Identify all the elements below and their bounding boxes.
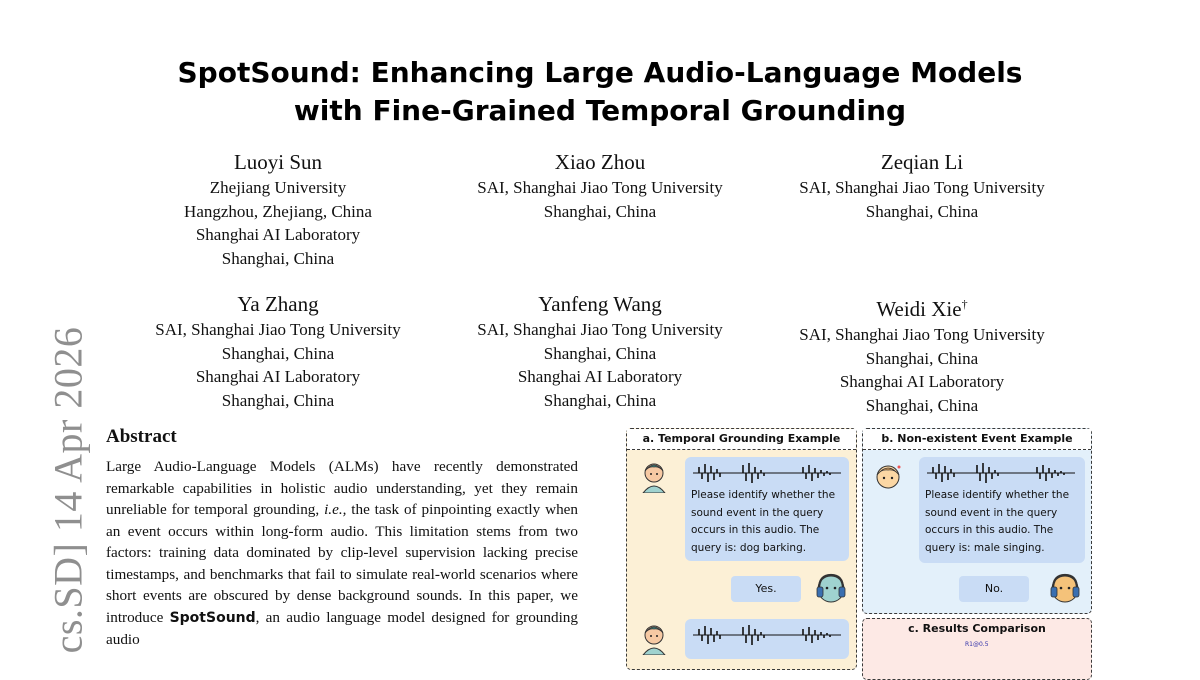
query-bubble bbox=[919, 457, 1085, 563]
panel-results-comparison bbox=[862, 618, 1092, 680]
query-text: Please identify whether the sound event in the query occurs in this audio. The query is: dog barking. bbox=[691, 489, 836, 554]
author-affiliation: Shanghai AI Laboratory bbox=[839, 372, 1005, 391]
author-yanfeng-wang bbox=[440, 291, 760, 412]
author-affiliation: Shanghai AI Laboratory bbox=[195, 225, 361, 244]
author-affiliation: Shanghai, China bbox=[221, 390, 335, 410]
author-luoyi-sun bbox=[118, 149, 438, 270]
reply-bubble: Yes. bbox=[731, 576, 801, 602]
waveform-icon bbox=[693, 461, 841, 485]
user-avatar-icon bbox=[637, 459, 671, 493]
model-name: SpotSound bbox=[169, 609, 256, 626]
author-affiliation: Shanghai, China bbox=[543, 343, 657, 363]
author-name: Weidi Xie bbox=[876, 297, 962, 321]
author-affiliation: SAI, Shanghai Jiao Tong University bbox=[155, 320, 401, 339]
abstract-heading: Abstract bbox=[106, 426, 177, 447]
author-name: Xiao Zhou bbox=[554, 150, 646, 174]
abstract-section bbox=[106, 424, 578, 651]
author-affiliation: Shanghai AI Laboratory bbox=[195, 367, 361, 386]
corresponding-author-mark: † bbox=[961, 297, 968, 311]
abstract-text-part: Large Audio-Language Models (ALMs) have recently demonstrated remarkable capabilities in holistic audio understanding, yet they remain unreliable for temporal grounding, bbox=[106, 458, 578, 518]
headphone-assistant-icon bbox=[1047, 571, 1083, 607]
author-name: Zeqian Li bbox=[880, 150, 964, 174]
author-name: Yanfeng Wang bbox=[538, 292, 662, 316]
author-affiliation: Shanghai, China bbox=[221, 343, 335, 363]
user-avatar-icon bbox=[871, 461, 905, 495]
abstract-ie: i.e., bbox=[324, 501, 347, 518]
query-bubble bbox=[685, 619, 849, 659]
author-name-line bbox=[762, 291, 1082, 323]
author-weidi-xie bbox=[762, 291, 1082, 417]
paper-title bbox=[0, 54, 1200, 130]
author-name: Ya Zhang bbox=[237, 292, 319, 316]
panel-c-title: c. Results Comparison bbox=[908, 622, 1046, 635]
abstract-text bbox=[106, 456, 578, 651]
query-bubble bbox=[685, 457, 849, 561]
title-line-1: SpotSound: Enhancing Large Audio-Language Models bbox=[177, 56, 1023, 89]
title-line-2: with Fine-Grained Temporal Grounding bbox=[293, 94, 907, 127]
author-zeqian-li bbox=[762, 149, 1082, 223]
author-affiliation: Zhejiang University bbox=[209, 178, 347, 197]
author-affiliation: Shanghai AI Laboratory bbox=[517, 367, 683, 386]
waveform-icon bbox=[927, 461, 1075, 485]
query-text: Please identify whether the sound event in the query occurs in this audio. The query is: male singing. bbox=[925, 489, 1070, 554]
metric-label: R1@0.5 bbox=[965, 641, 989, 648]
user-avatar-icon bbox=[637, 621, 671, 655]
reply-bubble: No. bbox=[959, 576, 1029, 602]
author-affiliation: Shanghai, China bbox=[865, 348, 979, 368]
author-affiliation: Shanghai, China bbox=[865, 201, 979, 221]
author-ya-zhang bbox=[118, 291, 438, 412]
author-affiliation: Hangzhou, Zhejiang, China bbox=[184, 201, 372, 221]
teaser-figure bbox=[626, 428, 1092, 648]
abstract-text-part: , an audio language model designed for grounding audio bbox=[106, 608, 578, 648]
author-affiliation: SAI, Shanghai Jiao Tong University bbox=[799, 178, 1045, 197]
author-affiliation: SAI, Shanghai Jiao Tong University bbox=[477, 178, 723, 197]
panel-a-title: a. Temporal Grounding Example bbox=[627, 429, 856, 450]
waveform-icon bbox=[693, 623, 841, 647]
panel-non-existent-event bbox=[862, 428, 1092, 614]
author-affiliation: Shanghai, China bbox=[221, 248, 335, 268]
author-affiliation: Shanghai, China bbox=[865, 395, 979, 415]
panel-temporal-grounding bbox=[626, 428, 857, 670]
author-affiliation: SAI, Shanghai Jiao Tong University bbox=[477, 320, 723, 339]
arxiv-identifier-sidebar: cs.SD] 14 Apr 2026 bbox=[45, 326, 91, 654]
author-affiliation: SAI, Shanghai Jiao Tong University bbox=[799, 325, 1045, 344]
author-affiliation: Shanghai, China bbox=[543, 201, 657, 221]
author-xiao-zhou bbox=[440, 149, 760, 223]
author-name: Luoyi Sun bbox=[233, 150, 323, 174]
author-affiliation: Shanghai, China bbox=[543, 390, 657, 410]
panel-b-title: b. Non-existent Event Example bbox=[863, 429, 1091, 450]
headphone-assistant-icon bbox=[813, 571, 849, 607]
abstract-text-part: the task of pinpointing exactly when an event occurs within long-form audio. This limitation stems from two factors: training data dominated by clip-level supervision lacking precise timestamps, and benchmarks that fail to simulate real-world scenarios where short events are obscured by dense background sounds. In this paper, we introduce bbox=[106, 501, 579, 626]
